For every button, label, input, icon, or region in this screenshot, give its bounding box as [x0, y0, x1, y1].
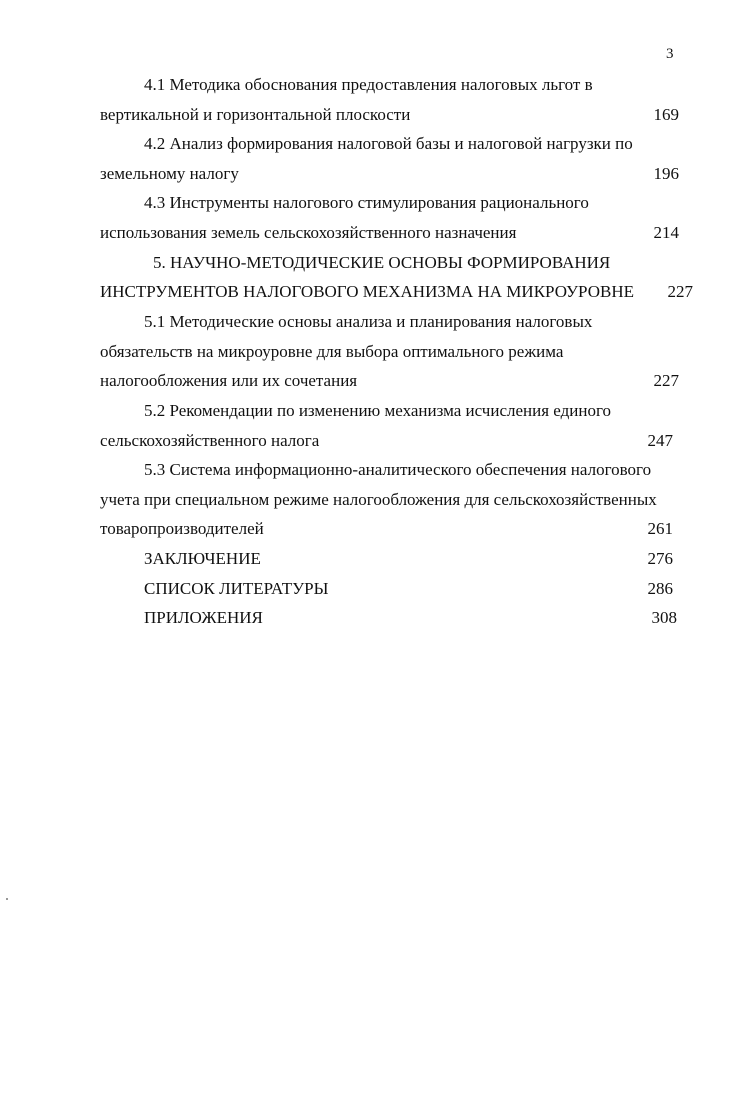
toc-entry-text: 4.1 Методика обоснования предоставления налоговых льгот в — [144, 75, 593, 94]
toc-entry-5-1-line-2 — [0, 337, 733, 367]
toc-entry-text: налогообложения или их сочетания — [100, 371, 358, 390]
toc-entry-text: 4.3 Инструменты налогового стимулирования рационального — [144, 193, 589, 212]
toc-entry-text: 5.3 Система информационно-аналитического обеспечения налогового — [144, 460, 652, 479]
toc-entry-5-3-line-3 — [0, 514, 733, 544]
toc-entry-5-line-2 — [0, 277, 733, 307]
toc-entry-4-3-line-1 — [0, 188, 733, 218]
toc-entry-text: СПИСОК ЛИТЕРАТУРЫ — [144, 579, 329, 598]
toc-entry-text: обязательств на микроуровне для выбора оптимального режима — [100, 342, 564, 361]
toc-page-number: 169 — [653, 105, 679, 124]
toc-entry-text: учета при специальном режиме налогообложения для сельскохозяйственных — [100, 490, 657, 509]
toc-entry-text: использования земель сельскохозяйственного назначения — [100, 223, 517, 242]
toc-heading-text: 5. НАУЧНО-МЕТОДИЧЕСКИЕ ОСНОВЫ ФОРМИРОВАНИЯ — [153, 253, 611, 272]
toc-entry-text: вертикальной и горизонтальной плоскости — [100, 105, 411, 124]
toc-entry-text: сельскохозяйственного налога — [100, 431, 320, 450]
toc-entry-text: товаропроизводителей — [100, 519, 264, 538]
toc-entry-4-2-line-2 — [0, 159, 733, 189]
toc-entry-text: земельному налогу — [100, 164, 239, 183]
toc-entry-text: ПРИЛОЖЕНИЯ — [144, 608, 263, 627]
toc-entry-text: 5.2 Рекомендации по изменению механизма исчисления единого — [144, 401, 612, 420]
toc-page-number: 308 — [651, 608, 677, 627]
toc-page-number: 261 — [647, 519, 673, 538]
toc-page-number: 214 — [653, 223, 679, 242]
toc-entry-appendices — [0, 603, 733, 633]
toc-entry-5-3-line-2 — [0, 485, 733, 515]
toc-entry-references — [0, 574, 733, 604]
toc-entry-text: ЗАКЛЮЧЕНИЕ — [144, 549, 261, 568]
page-number: 3 — [666, 46, 674, 62]
toc-page-number: 286 — [647, 579, 673, 598]
toc-entry-conclusion — [0, 544, 733, 574]
toc-page-number: 227 — [667, 282, 693, 301]
toc-entry-4-1-line-1 — [0, 70, 733, 100]
toc-entry-5-line-1 — [0, 248, 733, 278]
toc-entry-text: 4.2 Анализ формирования налоговой базы и налоговой нагрузки по — [144, 134, 633, 153]
toc-page-number: 227 — [653, 371, 679, 390]
toc-entry-5-2-line-1 — [0, 396, 733, 426]
toc-page-number: 196 — [653, 164, 679, 183]
toc-entry-4-3-line-2 — [0, 218, 733, 248]
toc-entry-5-1-line-1 — [0, 307, 733, 337]
toc-entry-5-2-line-2 — [0, 426, 733, 456]
toc-entry-4-1-line-2 — [0, 100, 733, 130]
toc-entry-5-1-line-3 — [0, 366, 733, 396]
toc-entry-text: 5.1 Методические основы анализа и планирования налоговых — [144, 312, 593, 331]
toc-heading-text: ИНСТРУМЕНТОВ НАЛОГОВОГО МЕХАНИЗМА НА МИКРОУРОВНЕ — [100, 282, 634, 301]
toc-entry-5-3-line-1 — [0, 455, 733, 485]
toc-page-number: 276 — [647, 549, 673, 568]
scan-speck — [6, 898, 8, 900]
toc-page-number: 247 — [647, 431, 673, 450]
toc-entry-4-2-line-1 — [0, 129, 733, 159]
